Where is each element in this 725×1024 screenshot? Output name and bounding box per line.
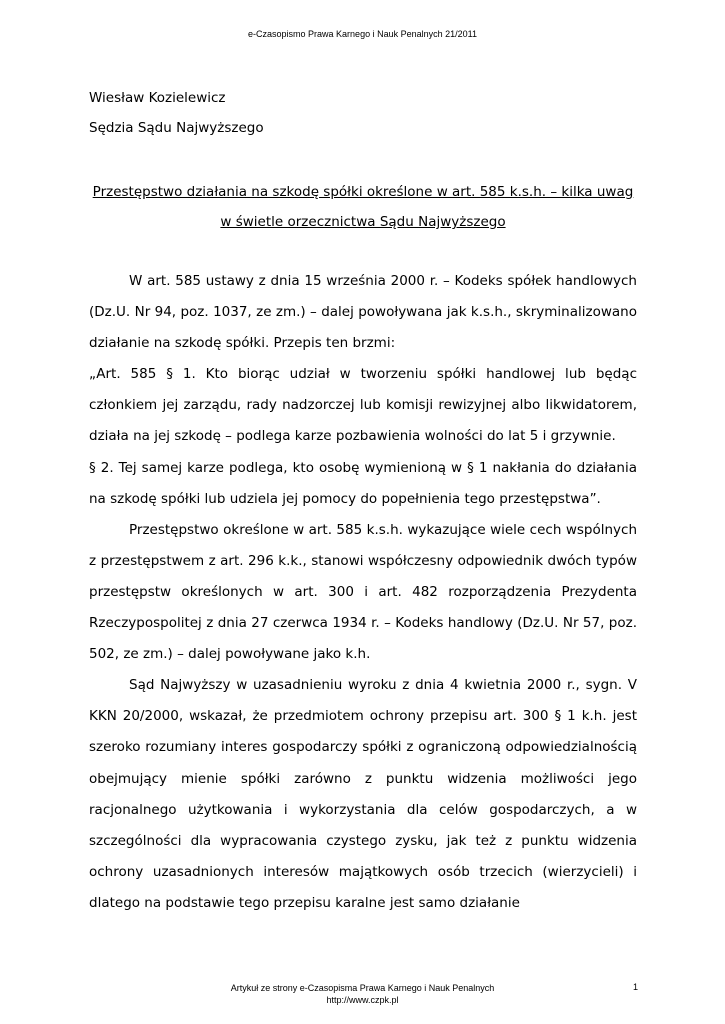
- quote-article-585-par-1: „Art. 585 § 1. Kto biorąc udział w tworzeniu spółki handlowej lub będąc członkiem jej zarządu, rady nadzorczej lub komisji rewizyjnej albo likwidatorem, działa na jej szkodę – podlega karze pozbawienia wolności do lat 5 i grzywnie.: [89, 366, 637, 445]
- article-title-line-1: Przestępstwo działania na szkodę spółki określone w art. 585 k.s.h. – kilka uwag: [92, 184, 634, 200]
- article-body: [89, 266, 637, 919]
- footer-url[interactable]: http://www.czpk.pl: [326, 995, 399, 1005]
- author-position: Sędzia Sądu Najwyższego: [89, 120, 264, 136]
- paragraph-supreme-court: Sąd Najwyższy w uzasadnieniu wyroku z dnia 4 kwietnia 2000 r., sygn. V KKN 20/2000, wskazał, że przedmiotem ochrony przepisu art. 300 § 1 k.h. jest szeroko rozumiany interes gospodarczy spółki z ograniczoną odpowiedzialnością obejmujący mienie spółki zarówno z punktu widzenia możliwości jego racjonalnego użytkowania i wykorzystania dla celów gospodarczych, a w szczególności dla wypracowania czystego zysku, jak też z punktu widzenia ochrony uzasadnionych interesów majątkowych osób trzecich (wierzycieli) i dlatego na podstawie tego przepisu karalne jest samo działanie: [89, 677, 637, 911]
- article-title-line-2: w świetle orzecznictwa Sądu Najwyższego: [220, 214, 506, 230]
- footer-source: Artykuł ze strony e-Czasopisma Prawa Karnego i Nauk Penalnych: [230, 983, 495, 993]
- paragraph-intro: W art. 585 ustawy z dnia 15 września 2000 r. – Kodeks spółek handlowych (Dz.U. Nr 94, poz. 1037, ze zm.) – dalej powoływana jak k.s.h., skryminalizowano działanie na szkodę spółki. Przepis ten brzmi:: [89, 273, 637, 352]
- author-name: Wiesław Kozielewicz: [89, 90, 226, 106]
- running-header: e-Czasopismo Prawa Karnego i Nauk Penalnych 21/2011: [248, 29, 477, 39]
- page-number: 1: [633, 982, 639, 992]
- paragraph-comparison: Przestępstwo określone w art. 585 k.s.h. wykazujące wiele cech wspólnych z przestępstwem z art. 296 k.k., stanowi współczesny odpowiednik dwóch typów przestępstw określonych w art. 300 i art. 482 rozporządzenia Prezydenta Rzeczypospolitej z dnia 27 czerwca 1934 r. – Kodeks handlowy (Dz.U. Nr 57, poz. 502, ze zm.) – dalej powoływane jako k.h.: [89, 521, 637, 663]
- quote-article-585-par-2: § 2. Tej samej karze podlega, kto osobę wymienioną w § 1 nakłania do działania na szkodę spółki lub udziela jej pomocy do popełnienia tego przestępstwa”.: [89, 459, 637, 507]
- page-footer: [0, 982, 725, 1006]
